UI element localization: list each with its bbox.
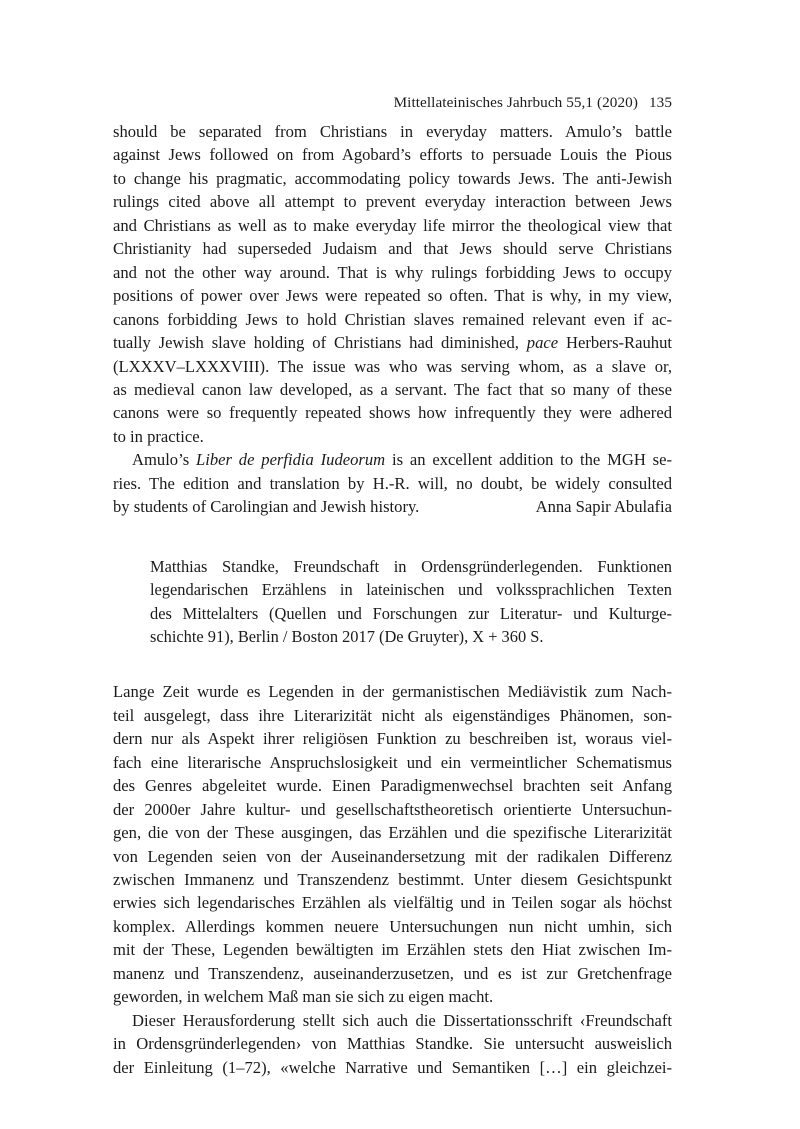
signature-line (113, 495, 672, 518)
citation-line: schichte 91), Berlin / Boston 2017 (De Gruyter), X + 360 S. (150, 626, 544, 646)
body-line: fach eine literarische Anspruchslosigkeit und ein vermeintlicher Schematismus (113, 752, 672, 772)
review-one-body-paragraph (113, 120, 672, 448)
body-line: geworden, in welchem Maß man sie sich zu eigen macht. (113, 987, 494, 1007)
body-line: against Jews followed on from Agobard’s efforts to persuade Louis the Pious (113, 145, 672, 165)
review-two-paragraph-two (113, 1009, 672, 1079)
body-line: erwies sich legendarisches Erzählen als vielfältig und in Teilen sogar als höchst (113, 893, 672, 913)
body-line: der Einleitung (1–72), «welche Narrative und Semantiken […] ein gleichzei- (113, 1057, 672, 1077)
body-line: canons were so frequently repeated shows how infrequently they were adhered (113, 403, 672, 423)
section-spacer-2 (113, 648, 672, 680)
reviewer-signature: Anna Sapir Abulafia (535, 497, 672, 517)
closing-line-with-italic-title (113, 448, 672, 471)
citation-line: Matthias Standke, Freundschaft in Ordensgründerlegenden. Funktionen (150, 556, 672, 576)
body-line: as medieval canon law developed, as a servant. The fact that so many of these (113, 379, 672, 399)
closing-line-fragment-tail: is an excellent addition to the MGH se- (385, 450, 673, 470)
body-line: Christianity had superseded Judaism and that Jews should serve Christians (113, 239, 672, 259)
body-line: rulings cited above all attempt to prevent everyday interaction between Jews (113, 192, 672, 212)
body-line: der 2000er Jahre kultur- und gesellschaftstheoretisch orientierte Untersuchun- (113, 799, 672, 819)
citation-line: legendarischen Erzählens in lateinischen und volkssprachlichen Texten (150, 580, 672, 600)
body-line: teil ausgelegt, dass ihre Literarizität nicht als eigenständiges Phänomen, son- (113, 705, 672, 725)
body-line: and not the other way around. That is why rulings forbidding Jews to occupy (113, 262, 672, 282)
body-line: canons forbidding Jews to hold Christian slaves remained relevant even if ac- (113, 309, 672, 329)
body-line: des Genres abgeleitet wurde. Einen Paradigmenwechsel brachten seit Anfang (113, 776, 672, 796)
italic-pace: pace (526, 333, 559, 353)
section-spacer (113, 519, 672, 555)
italic-work-title: Liber de perfidia Iudeorum (196, 450, 386, 470)
closing-line-final: by students of Carolingian and Jewish history. (113, 497, 420, 517)
body-line: to in practice. (113, 426, 204, 446)
page-folio-number: 135 (648, 94, 672, 111)
body-line: dern nur als Aspekt ihrer religiösen Funktion zu beschreiben ist, woraus viel- (113, 729, 672, 749)
body-line: (LXXXV–LXXXVIII). The issue was who was serving whom, as a slave or, (113, 356, 672, 376)
body-line: positions of power over Jews were repeated so often. That is why, in my view, (113, 286, 672, 306)
closing-line: ries. The edition and translation by H.-R. will, no doubt, be widely consulted (113, 473, 672, 493)
body-line: should be separated from Christians in everyday matters. Amulo’s battle (113, 122, 672, 141)
text-column (113, 120, 672, 1079)
closing-line-fragment: Amulo’s (132, 450, 196, 470)
citation-block (150, 555, 672, 649)
running-head-journal: Mittellateinisches Jahrbuch 55,1 (2020) (393, 94, 638, 111)
body-line: komplex. Allerdings kommen neuere Untersuchungen nun nicht umhin, sich (113, 916, 672, 936)
body-line: to change his pragmatic, accommodating policy towards Jews. The anti-Jewish (113, 168, 672, 188)
review-one-closing-paragraph (113, 448, 672, 518)
body-line: zwischen Immanenz und Transzendenz bestimmt. Unter diesem Gesichtspunkt (113, 869, 672, 889)
body-line: mit der These, Legenden bewältigten im Erzählen stets den Hiat zwischen Im- (113, 940, 672, 960)
citation-line: des Mittelalters (Quellen und Forschungen zur Literatur- und Kulturge- (150, 603, 672, 623)
body-line: and Christians as well as to make everyday life mirror the theological view that (113, 215, 672, 235)
body-line-fragment-tail: Herbers-Rauhut (558, 333, 672, 353)
body-line: Dieser Herausforderung stellt sich auch die Dissertationsschrift ‹Freundschaft (132, 1010, 672, 1030)
body-line: manenz und Transzendenz, auseinanderzusetzen, und es ist zur Gretchenfrage (113, 963, 672, 983)
body-line: in Ordensgründerlegenden› von Matthias Standke. Sie untersucht ausweislich (113, 1034, 672, 1054)
body-line: von Legenden seien von der Auseinandersetzung mit der radikalen Differenz (113, 846, 672, 866)
review-two-paragraph-one (113, 680, 672, 1008)
body-line: Lange Zeit wurde es Legenden in der germanistischen Mediävistik zum Nach- (113, 682, 672, 702)
body-line: gen, die von der These ausgingen, das Erzählen und die spezifische Literarizität (113, 823, 672, 843)
body-line-with-italic-pace (113, 331, 672, 354)
body-line-fragment: tually Jewish slave holding of Christians had diminished, (113, 333, 527, 353)
